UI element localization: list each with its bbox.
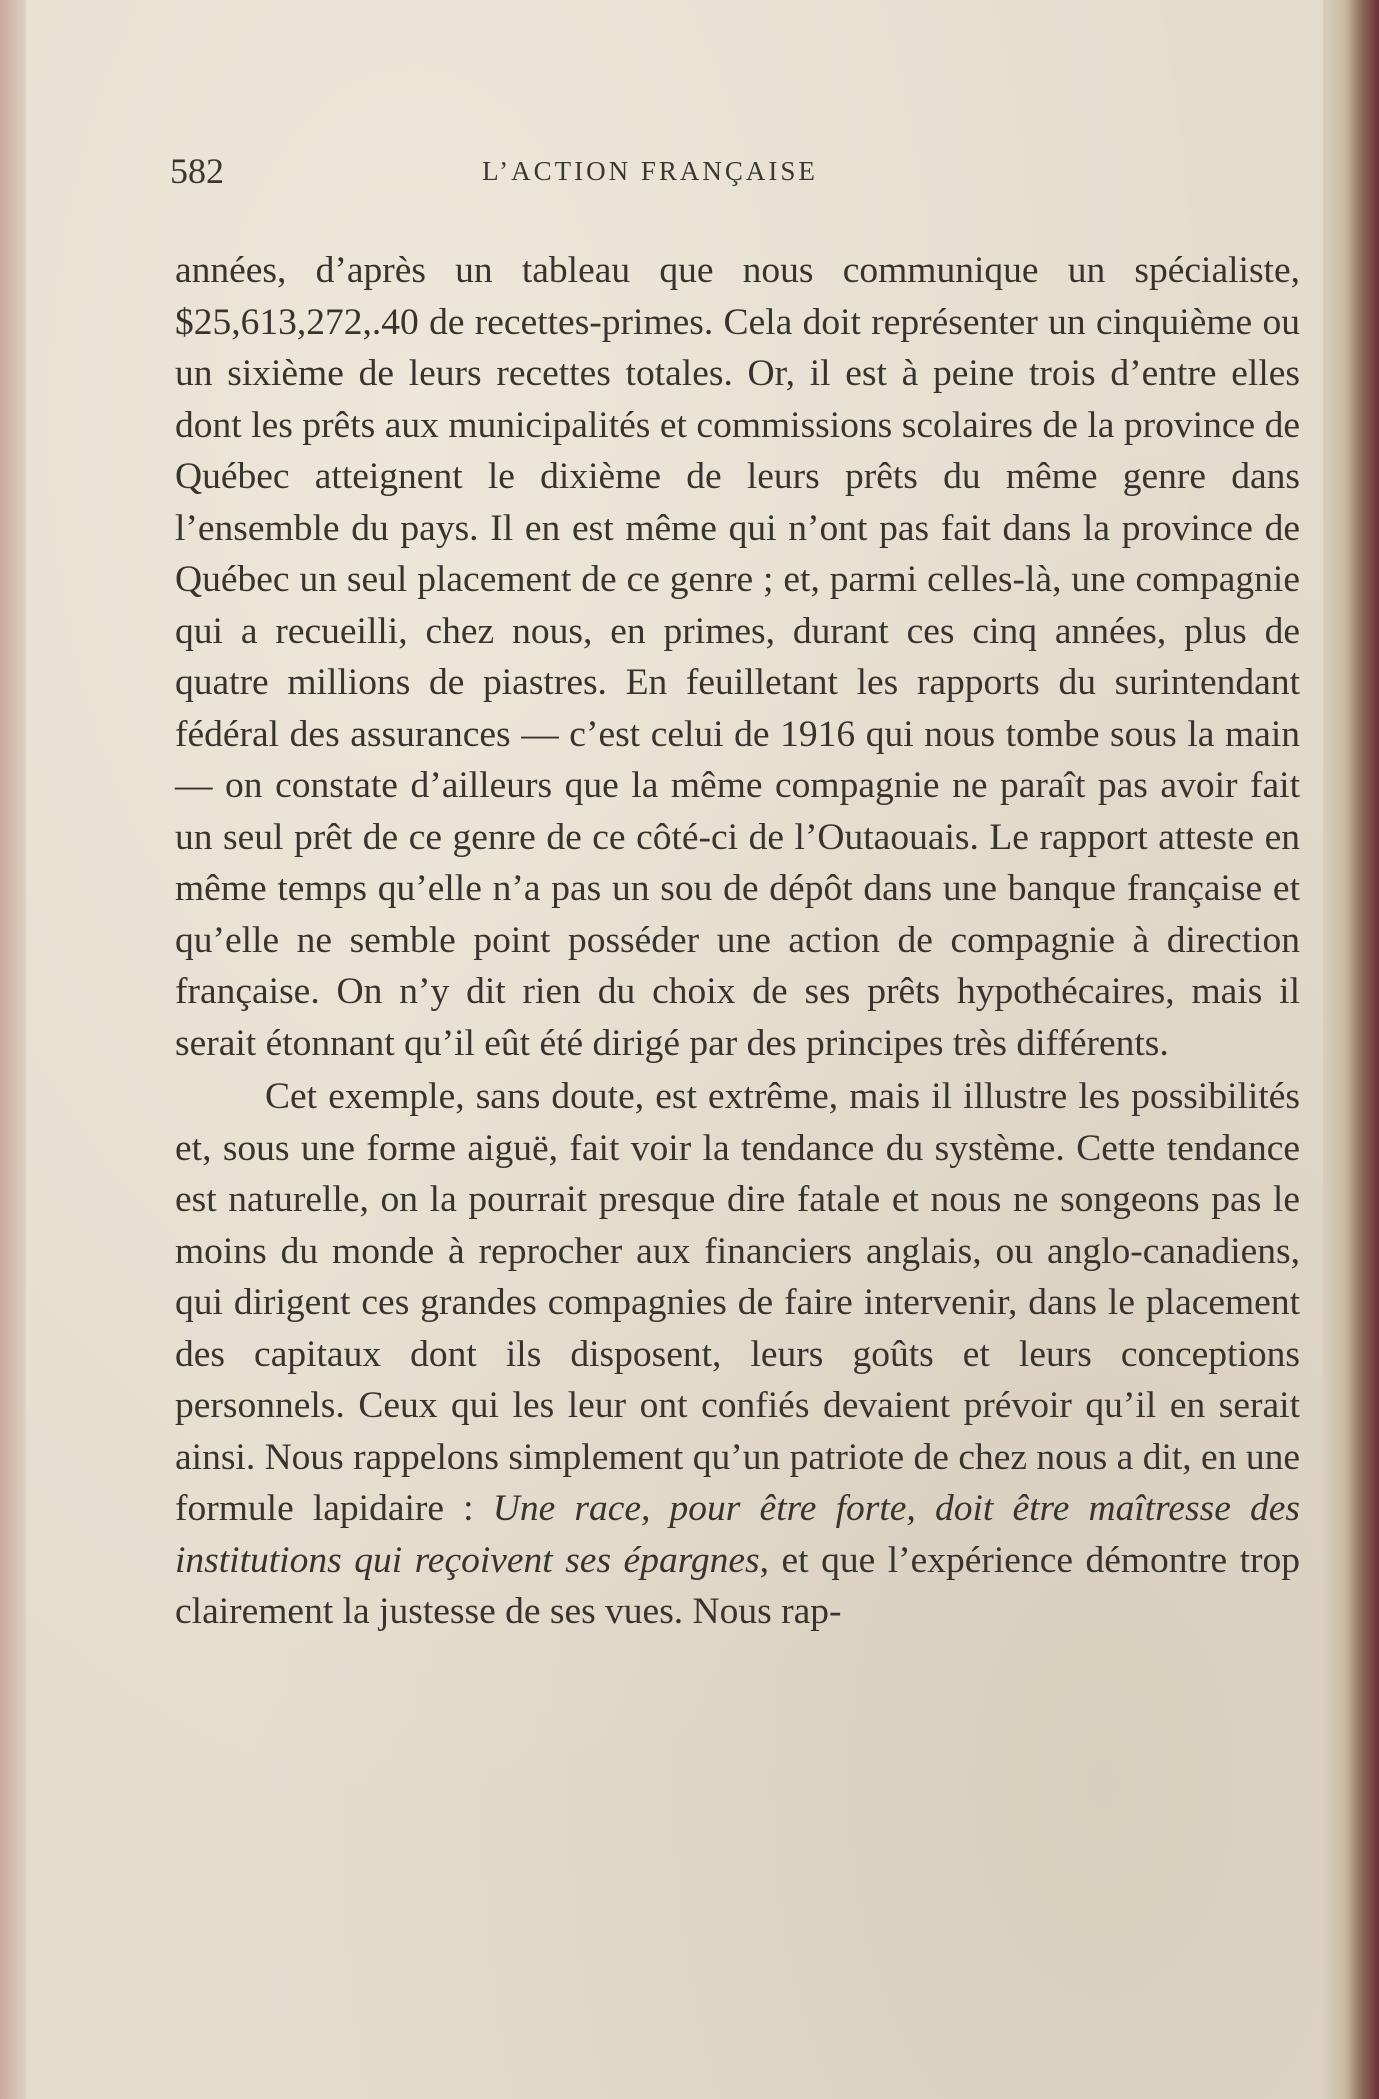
paragraph-2-text-after-quote: , et que l’expérience démontre trop clairement la justesse de ses vues. Nous rap-: [175, 1539, 1301, 1632]
body-text: [175, 245, 1300, 1638]
running-title: L’ACTION FRANÇAISE: [482, 156, 818, 186]
page-left-edge: [0, 0, 26, 2099]
book-spine-edge: [1323, 0, 1379, 2099]
paragraph-2: [175, 1071, 1300, 1638]
page-number: 582: [170, 151, 224, 191]
paragraph-2-italic-quote: Une race, pour être forte, doit être maîtresse des institutions qui reçoivent ses épargnes: [175, 1488, 1300, 1581]
running-header: [170, 150, 1290, 200]
paragraph-2-text-before-quote: Cet exemple, sans doute, est extrême, mais il illustre les possibilités et, sous une forme aiguë, fait voir la tendance du système. Cette tendance est naturelle, on la pourrait presque dire fatale et nous ne songeons pas le moins du monde à reprocher aux financiers anglais, ou anglo-canadiens, qui dirigent ces grandes compagnies de faire intervenir, dans le placement des capitaux dont ils disposent, leurs goûts et leurs conceptions personnels. Ceux qui les leur ont confiés devaient prévoir qu’il en serait ainsi. Nous rappelons simplement qu’un patriote de chez nous a dit, en une formule lapidaire :: [175, 1076, 1300, 1529]
paragraph-1: années, d’après un tableau que nous communique un spécialiste, $25,613,272,.40 de recettes-primes. Cela doit représenter un cinquième ou un sixième de leurs recettes totales. Or, il est à peine trois d’entre elles dont les prêts aux municipalités et commissions scolaires de la province de Québec atteignent le dixième de leurs prêts du même genre dans l’ensemble du pays. Il en est même qui n’ont pas fait dans la province de Québec un seul placement de ce genre ; et, parmi celles-là, une compagnie qui a recueilli, chez nous, en primes, durant ces cinq années, plus de quatre millions de piastres. En feuilletant les rapports du surintendant fédéral des assurances — c’est celui de 1916 qui nous tombe sous la main — on constate d’ailleurs que la même compagnie ne paraît pas avoir fait un seul prêt de ce genre de ce côté-ci de l’Outaouais. Le rapport atteste en même temps qu’elle n’a pas un sou de dépôt dans une banque française et qu’elle ne semble point posséder une action de compagnie à direction française. On n’y dit rien du choix de ses prêts hypothécaires, mais il serait étonnant qu’il eût été dirigé par des principes très différents.: [175, 250, 1300, 1064]
